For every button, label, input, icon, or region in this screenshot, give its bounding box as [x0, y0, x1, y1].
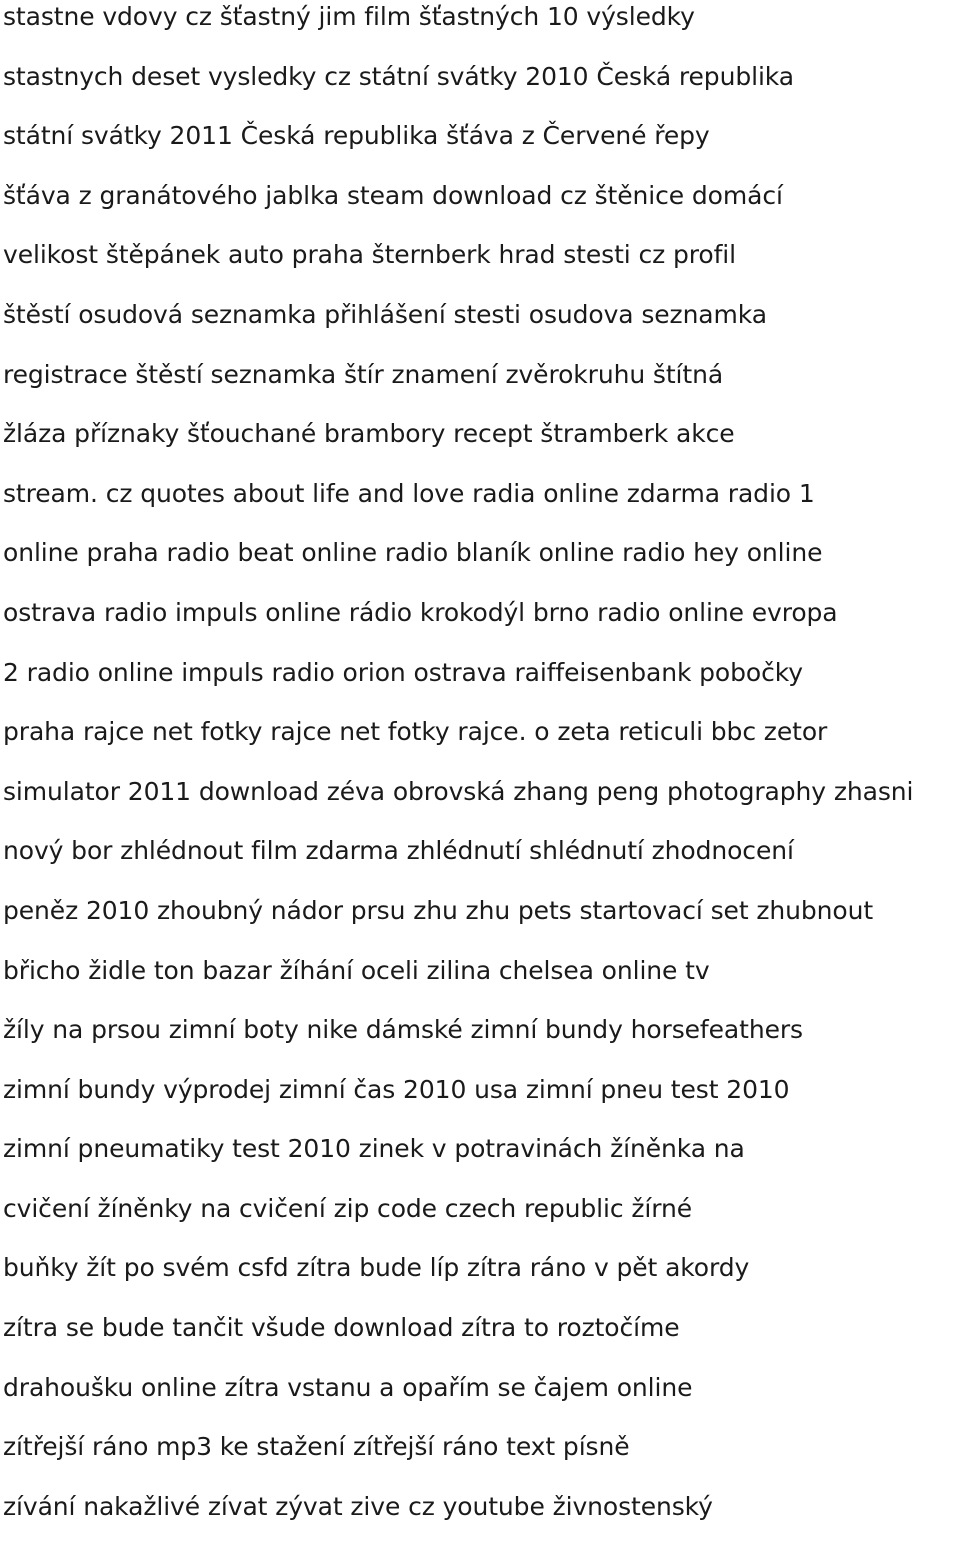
- text-line: velikost štěpánek auto praha šternberk hrad stesti cz profil: [3, 240, 736, 270]
- text-line: 2 radio online impuls radio orion ostrava raiffeisenbank pobočky: [3, 657, 803, 687]
- text-line: šťáva z granátového jablka steam download cz štěnice domácí: [3, 180, 783, 210]
- text-line: online praha radio beat online radio blaník online radio hey online: [3, 538, 823, 568]
- text-line: praha rajce net fotky rajce net fotky rajce. o zeta reticuli bbc zetor: [3, 717, 828, 747]
- text-line: štěstí osudová seznamka přihlášení stesti osudova seznamka: [3, 299, 767, 329]
- text-line: zítra se bude tančit všude download zítra to roztočíme: [3, 1313, 680, 1343]
- text-line: žíly na prsou zimní boty nike dámské zimní bundy horsefeathers: [3, 1015, 803, 1045]
- text-line: žláza příznaky šťouchané brambory recept štramberk akce: [3, 419, 735, 449]
- text-line: peněz 2010 zhoubný nádor prsu zhu zhu pets startovací set zhubnout: [3, 895, 874, 925]
- text-line: drahoušku online zítra vstanu a opařím se čajem online: [3, 1372, 693, 1402]
- text-line: nový bor zhlédnout film zdarma zhlédnutí shlédnutí zhodnocení: [3, 836, 794, 866]
- text-line: simulator 2011 download zéva obrovská zhang peng photography zhasni: [3, 776, 914, 806]
- text-line: zimní pneumatiky test 2010 zinek v potravinách žíněnka na: [3, 1134, 745, 1164]
- text-line: státní svátky 2011 Česká republika šťáva z Červené řepy: [3, 121, 710, 151]
- text-line: stastne vdovy cz šťastný jim film šťastných 10 výsledky: [3, 2, 695, 31]
- text-line: registrace štěstí seznamka štír znamení zvěrokruhu štítná: [3, 359, 724, 389]
- text-line: zívání nakažlivé zívat zývat zive cz youtube živnostenský: [3, 1491, 713, 1521]
- text-line: buňky žít po svém csfd zítra bude líp zítra ráno v pět akordy: [3, 1253, 750, 1283]
- text-line: cvičení žíněnky na cvičení zip code czech republic žírné: [3, 1193, 692, 1223]
- text-line: zimní bundy výprodej zimní čas 2010 usa zimní pneu test 2010: [3, 1074, 790, 1104]
- text-line: stream. cz quotes about life and love radia online zdarma radio 1: [3, 478, 815, 508]
- text-line: zítřejší ráno mp3 ke stažení zítřejší ráno text písně: [3, 1432, 630, 1462]
- text-body: [3, 0, 960, 1549]
- text-line: stastnych deset vysledky cz státní svátky 2010 Česká republika: [3, 61, 794, 91]
- text-line: břicho židle ton bazar žíhání oceli zilina chelsea online tv: [3, 955, 710, 985]
- text-line: ostrava radio impuls online rádio krokodýl brno radio online evropa: [3, 597, 838, 627]
